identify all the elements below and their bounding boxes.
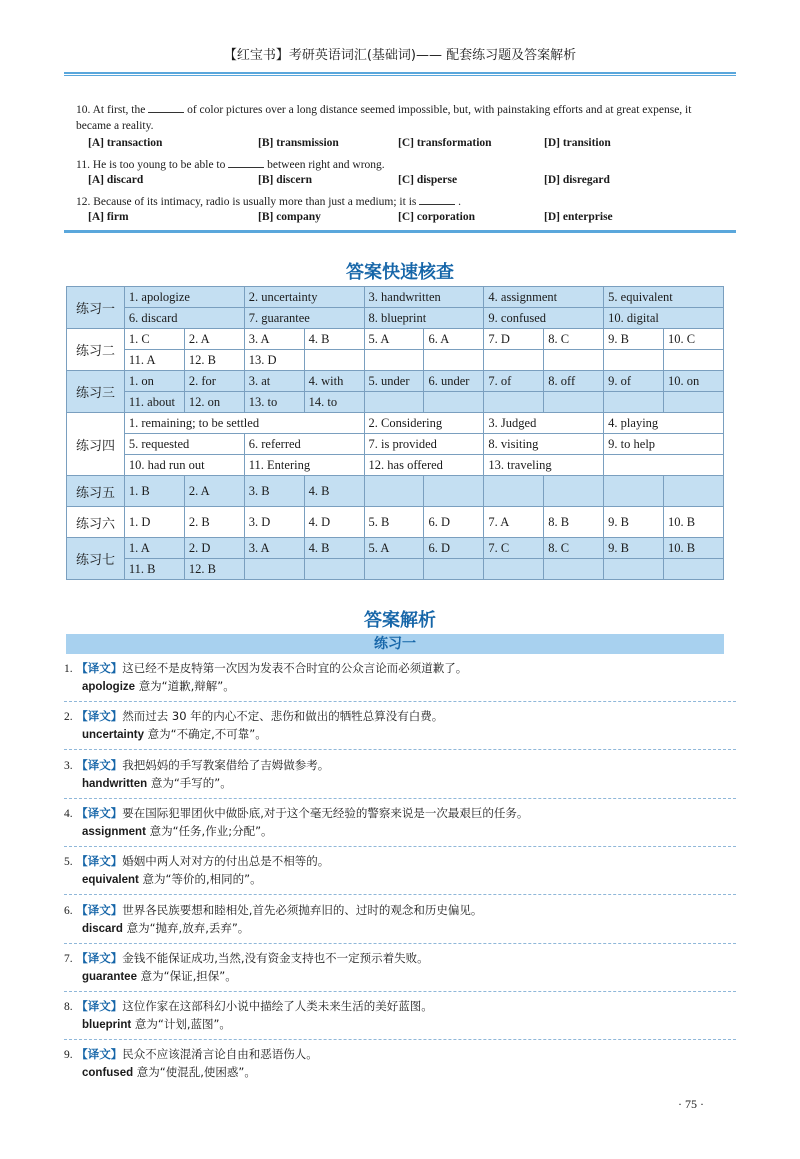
- empty-cell: [664, 559, 724, 580]
- translation-tag: 【译文】: [76, 951, 123, 965]
- answer-cell: 8. C: [544, 329, 604, 350]
- table-row: [67, 287, 724, 308]
- question-text: 11. He is too young to be able to: [76, 159, 226, 171]
- table-row: [67, 559, 724, 580]
- answer-cell: 10. had run out: [124, 455, 244, 476]
- answer-cell: 10. B: [664, 538, 724, 559]
- answer-cell: 8. off: [544, 371, 604, 392]
- vocab-word: apologize: [82, 681, 136, 693]
- answer-cell: 6. A: [424, 329, 484, 350]
- answer-cell: 2. D: [184, 538, 244, 559]
- explanation-item: [64, 902, 736, 944]
- translation-text: 然而过去 30 年的内心不定、悲伤和做出的牺牲总算没有白费。: [122, 709, 444, 723]
- answer-cell: 9. B: [604, 507, 664, 538]
- answer-cell: 1. apologize: [124, 287, 244, 308]
- explanation-item: [64, 805, 736, 847]
- empty-cell: [484, 559, 544, 580]
- question-text: 10. At first, the: [76, 104, 146, 116]
- answer-cell: 2. Considering: [364, 413, 484, 434]
- answer-cell: 2. uncertainty: [244, 287, 364, 308]
- question-12: [76, 192, 736, 210]
- answer-cell: 5. B: [364, 507, 424, 538]
- answer-cell: 6. under: [424, 371, 484, 392]
- translation-tag: 【译文】: [76, 806, 123, 820]
- answer-cell: 11. A: [124, 350, 184, 371]
- vocab-meaning: 意为“计划,蓝图”。: [134, 1017, 231, 1031]
- vocab-meaning: 意为“手写的”。: [150, 776, 232, 790]
- answer-cell: 9. to help: [604, 434, 724, 455]
- empty-cell: [424, 559, 484, 580]
- translation-text: 要在国际犯罪团伙中做卧底,对于这个毫无经验的警察来说是一次最艰巨的任务。: [122, 806, 529, 820]
- empty-cell: [364, 350, 424, 371]
- empty-cell: [304, 350, 364, 371]
- answer-cell: 12. on: [184, 392, 244, 413]
- answer-cell: 4. assignment: [484, 287, 604, 308]
- explanation-item: [64, 1046, 736, 1082]
- empty-cell: [484, 392, 544, 413]
- header-rule: [64, 72, 736, 74]
- answer-cell: 14. to: [304, 392, 364, 413]
- answer-cell: 4. B: [304, 476, 364, 507]
- empty-cell: [424, 392, 484, 413]
- exercise-label: 练习三: [67, 371, 125, 413]
- empty-cell: [664, 392, 724, 413]
- translation-tag: 【译文】: [76, 709, 123, 723]
- running-header: 【红宝书】考研英语词汇(基础词)—— 配套练习题及答案解析: [223, 48, 577, 63]
- answer-cell: 5. A: [364, 538, 424, 559]
- answer-cell: 9. B: [604, 329, 664, 350]
- exercise-label: 练习五: [67, 476, 125, 507]
- answer-cell: 11. Entering: [244, 455, 364, 476]
- exercise-label: 练习七: [67, 538, 125, 580]
- explanation-item: [64, 660, 736, 702]
- option-c: [C] transformation: [398, 137, 492, 149]
- empty-cell: [544, 350, 604, 371]
- empty-cell: [364, 559, 424, 580]
- vocab-meaning: 意为“保证,担保”。: [140, 969, 237, 983]
- translation-tag: 【译文】: [76, 999, 123, 1013]
- answer-cell: 10. B: [664, 507, 724, 538]
- dashed-divider: [64, 749, 736, 750]
- option-b: [B] transmission: [258, 137, 339, 149]
- empty-cell: [484, 476, 544, 507]
- translation-text: 这位作家在这部科幻小说中描绘了人类未来生活的美好蓝图。: [122, 999, 433, 1013]
- empty-cell: [664, 476, 724, 507]
- vocab-word: confused: [82, 1067, 134, 1079]
- explanation-item: [64, 998, 736, 1040]
- item-number: 6.: [64, 905, 73, 917]
- exercise-label: 练习六: [67, 507, 125, 538]
- explanation-item: [64, 757, 736, 799]
- answer-cell: 11. B: [124, 559, 184, 580]
- table-row: [67, 350, 724, 371]
- exercise-band: 练习一: [66, 634, 724, 654]
- answer-cell: 7. D: [484, 329, 544, 350]
- item-number: 4.: [64, 808, 73, 820]
- question-11: [76, 155, 736, 173]
- answer-cell: 8. visiting: [484, 434, 604, 455]
- vocab-word: equivalent: [82, 874, 139, 886]
- answer-cell: 8. B: [544, 507, 604, 538]
- vocab-meaning: 意为“使混乱,使困惑”。: [136, 1065, 256, 1079]
- vocab-word: discard: [82, 923, 123, 935]
- translation-tag: 【译文】: [76, 758, 123, 772]
- answer-cell: 2. B: [184, 507, 244, 538]
- vocab-word: uncertainty: [82, 729, 144, 741]
- question-text: .: [458, 196, 461, 208]
- table-row: [67, 455, 724, 476]
- section-rule: [64, 230, 736, 233]
- answer-cell: 10. digital: [604, 308, 724, 329]
- answer-cell: 8. C: [544, 538, 604, 559]
- empty-cell: [364, 392, 424, 413]
- answer-cell: 6. D: [424, 538, 484, 559]
- answer-cell: 6. referred: [244, 434, 364, 455]
- quick-check-title: 答案快速核查: [346, 262, 454, 283]
- answer-cell: 3. A: [244, 329, 304, 350]
- answer-cell: 3. B: [244, 476, 304, 507]
- exercise-label: 练习四: [67, 413, 125, 476]
- table-row: [67, 392, 724, 413]
- exercise-label: 练习二: [67, 329, 125, 371]
- table-row: [67, 476, 724, 507]
- answer-cell: 13. traveling: [484, 455, 604, 476]
- explanation-item: [64, 708, 736, 750]
- answer-cell: 10. on: [664, 371, 724, 392]
- answer-cell: 13. D: [244, 350, 304, 371]
- answer-cell: 5. requested: [124, 434, 244, 455]
- translation-text: 世界各民族要想和睦相处,首先必须抛弃旧的、过时的观念和历史偏见。: [122, 903, 483, 917]
- page-number: · 75 ·: [678, 1097, 704, 1111]
- answer-cell: 8. blueprint: [364, 308, 484, 329]
- item-number: 2.: [64, 711, 73, 723]
- answer-cell: 6. D: [424, 507, 484, 538]
- option-d: [D] disregard: [544, 174, 610, 186]
- dashed-divider: [64, 701, 736, 702]
- answer-cell: 3. D: [244, 507, 304, 538]
- translation-tag: 【译文】: [76, 1047, 123, 1061]
- answer-blank: [228, 155, 264, 168]
- empty-cell: [604, 476, 664, 507]
- empty-cell: [484, 350, 544, 371]
- vocab-meaning: 意为“抛弃,放弃,丢弃”。: [126, 921, 250, 935]
- answer-cell: 2. for: [184, 371, 244, 392]
- answer-cell: 7. is provided: [364, 434, 484, 455]
- item-number: 7.: [64, 953, 73, 965]
- table-row: [67, 434, 724, 455]
- table-row: [67, 507, 724, 538]
- exercise-label: 练习一: [67, 287, 125, 329]
- table-row: [67, 371, 724, 392]
- vocab-word: blueprint: [82, 1019, 132, 1031]
- dashed-divider: [64, 798, 736, 799]
- question-text: between right and wrong.: [267, 159, 385, 171]
- question-text: became a reality.: [76, 120, 154, 132]
- answer-cell: 6. discard: [124, 308, 244, 329]
- answer-cell: 5. equivalent: [604, 287, 724, 308]
- option-d: [D] transition: [544, 137, 611, 149]
- answer-cell: 1. C: [124, 329, 184, 350]
- question-text: 12. Because of its intimacy, radio is usually more than just a medium; it is: [76, 196, 417, 208]
- option-b: [B] discern: [258, 174, 312, 186]
- empty-cell: [304, 559, 364, 580]
- translation-text: 我把妈妈的手写教案借给了吉姆做参考。: [122, 758, 330, 772]
- option-c: [C] disperse: [398, 174, 458, 186]
- option-c: [C] corporation: [398, 211, 475, 223]
- answer-cell: 1. B: [124, 476, 184, 507]
- dashed-divider: [64, 846, 736, 847]
- answer-cell: 4. D: [304, 507, 364, 538]
- answer-cell: 3. Judged: [484, 413, 604, 434]
- empty-cell: [424, 350, 484, 371]
- answer-cell: 5. A: [364, 329, 424, 350]
- translation-text: 婚姻中两人对对方的付出总是不相等的。: [122, 854, 330, 868]
- header-rule-thin: [64, 75, 736, 76]
- answer-cell: 1. remaining; to be settled: [124, 413, 364, 434]
- answer-cell: 9. B: [604, 538, 664, 559]
- table-row: [67, 538, 724, 559]
- answer-cell: 2. A: [184, 476, 244, 507]
- answer-cell: 1. on: [124, 371, 184, 392]
- item-number: 8.: [64, 1001, 73, 1013]
- translation-tag: 【译文】: [76, 661, 123, 675]
- vocab-meaning: 意为“等价的,相同的”。: [142, 872, 262, 886]
- table-row: [67, 308, 724, 329]
- explanation-item: [64, 853, 736, 895]
- answer-table: [66, 286, 724, 580]
- empty-cell: [244, 559, 304, 580]
- empty-cell: [424, 476, 484, 507]
- option-b: [B] company: [258, 211, 321, 223]
- option-a: [A] transaction: [88, 137, 163, 149]
- item-number: 9.: [64, 1049, 73, 1061]
- empty-cell: [364, 476, 424, 507]
- dashed-divider: [64, 894, 736, 895]
- empty-cell: [604, 392, 664, 413]
- answer-cell: 1. D: [124, 507, 184, 538]
- explanation-item: [64, 950, 736, 992]
- empty-cell: [604, 559, 664, 580]
- answer-cell: 7. A: [484, 507, 544, 538]
- answer-cell: 2. A: [184, 329, 244, 350]
- vocab-word: handwritten: [82, 778, 148, 790]
- answer-cell: 1. A: [124, 538, 184, 559]
- vocab-meaning: 意为“任务,作业;分配”。: [149, 824, 273, 838]
- vocab-word: guarantee: [82, 971, 137, 983]
- answer-cell: 13. to: [244, 392, 304, 413]
- answer-cell: 10. C: [664, 329, 724, 350]
- vocab-word: assignment: [82, 826, 146, 838]
- answer-cell: 5. under: [364, 371, 424, 392]
- question-text: of color pictures over a long distance seemed impossible, but, with painstaking efforts and at great expense, it: [187, 104, 692, 116]
- answer-cell: 3. handwritten: [364, 287, 484, 308]
- translation-tag: 【译文】: [76, 903, 123, 917]
- vocab-meaning: 意为“不确定,不可靠”。: [147, 727, 267, 741]
- empty-cell: [664, 350, 724, 371]
- empty-cell: [604, 455, 724, 476]
- answer-cell: 7. C: [484, 538, 544, 559]
- table-row: [67, 329, 724, 350]
- answer-cell: 4. B: [304, 329, 364, 350]
- analysis-title: 答案解析: [364, 610, 436, 631]
- table-row: [67, 413, 724, 434]
- dashed-divider: [64, 943, 736, 944]
- empty-cell: [544, 392, 604, 413]
- dashed-divider: [64, 1039, 736, 1040]
- translation-text: 金钱不能保证成功,当然,没有资金支持也不一定预示着失败。: [122, 951, 429, 965]
- vocab-meaning: 意为“道歉,辩解”。: [138, 679, 235, 693]
- answer-cell: 3. at: [244, 371, 304, 392]
- answer-cell: 4. with: [304, 371, 364, 392]
- answer-cell: 4. B: [304, 538, 364, 559]
- empty-cell: [544, 476, 604, 507]
- translation-tag: 【译文】: [76, 854, 123, 868]
- option-a: [A] discard: [88, 174, 144, 186]
- question-10: [76, 100, 736, 134]
- answer-cell: 7. of: [484, 371, 544, 392]
- empty-cell: [604, 350, 664, 371]
- item-number: 1.: [64, 663, 73, 675]
- translation-text: 民众不应该混淆言论自由和恶语伤人。: [122, 1047, 318, 1061]
- answer-cell: 12. B: [184, 350, 244, 371]
- answer-cell: 4. playing: [604, 413, 724, 434]
- empty-cell: [544, 559, 604, 580]
- answer-cell: 9. confused: [484, 308, 604, 329]
- translation-text: 这已经不是皮特第一次因为发表不合时宜的公众言论而必须道歉了。: [122, 661, 468, 675]
- answer-blank: [419, 192, 455, 205]
- answer-blank: [148, 100, 184, 113]
- answer-cell: 12. B: [184, 559, 244, 580]
- answer-cell: 11. about: [124, 392, 184, 413]
- answer-cell: 3. A: [244, 538, 304, 559]
- dashed-divider: [64, 991, 736, 992]
- item-number: 5.: [64, 856, 73, 868]
- item-number: 3.: [64, 760, 73, 772]
- answer-cell: 7. guarantee: [244, 308, 364, 329]
- option-a: [A] firm: [88, 211, 129, 223]
- option-d: [D] enterprise: [544, 211, 613, 223]
- answer-cell: 12. has offered: [364, 455, 484, 476]
- answer-cell: 9. of: [604, 371, 664, 392]
